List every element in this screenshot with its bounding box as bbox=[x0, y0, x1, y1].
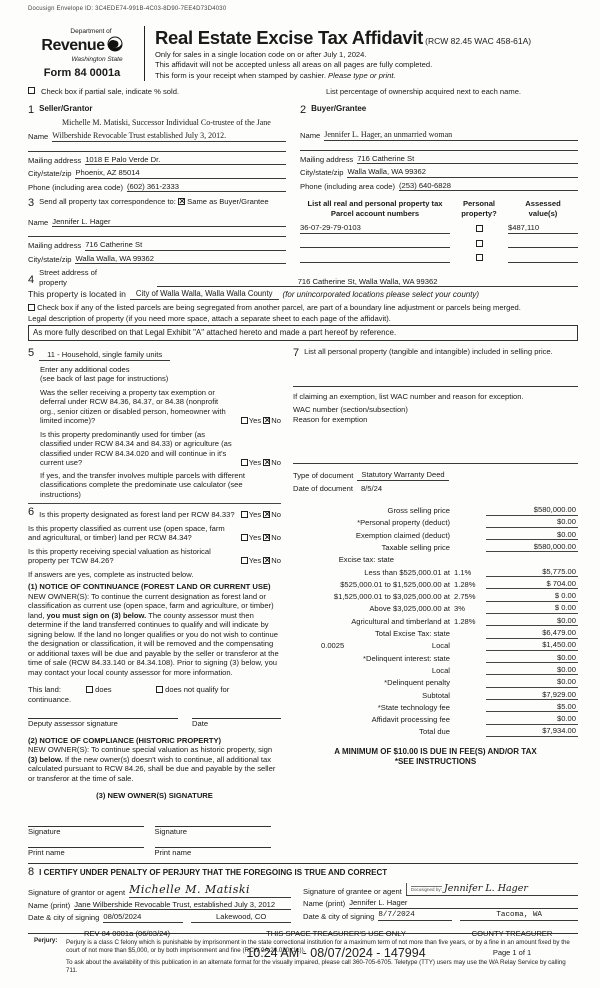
corr-blank-line[interactable] bbox=[28, 227, 286, 237]
local-tax-value[interactable]: $1,450.00 bbox=[486, 640, 578, 650]
revenue-wordmark: Revenue bbox=[41, 36, 105, 54]
street-address-field[interactable]: 716 Catherine St, Walla Walla, WA 99362 bbox=[157, 277, 578, 287]
agricultural-rate: 1.28% bbox=[454, 616, 476, 626]
new-owners-signature-title: (3) NEW OWNER(S) SIGNATURE bbox=[96, 791, 213, 800]
seller-city-label: City/state/zip bbox=[28, 169, 72, 179]
tier4-value[interactable]: $ 0.00 bbox=[486, 603, 578, 613]
gross-price-value[interactable]: $580,000.00 bbox=[486, 505, 578, 515]
deputy-date-field[interactable]: Date bbox=[192, 718, 281, 728]
reason-exemption-field[interactable] bbox=[293, 424, 578, 464]
does-not-label: does not qualify for bbox=[165, 685, 230, 695]
subtitle-1: Only for sales in a single location code on or after July 1, 2024. bbox=[155, 49, 367, 59]
delinquent-penalty-value[interactable]: $0.00 bbox=[486, 677, 578, 687]
historical-question: Is this property receiving special valuation as historical property per TCW 84.26? bbox=[28, 546, 211, 566]
tier4-label: Above $3,025,000.00 at bbox=[369, 604, 450, 614]
tier4-rate: 3% bbox=[454, 604, 465, 614]
grantee-signature-script: Jennifer L. Hager bbox=[443, 883, 528, 895]
grantee-sig-label: Signature of grantee or agent bbox=[303, 886, 402, 896]
personal-property-checkbox[interactable] bbox=[476, 240, 483, 247]
treasurer-stamp: 10:24 AM - 08/07/2024 - 147994 bbox=[246, 946, 426, 961]
rcw-reference: (RCW 82.45 WAC 458-61A) bbox=[425, 35, 532, 46]
section-2-number: 2 bbox=[300, 103, 307, 116]
exemption-deduct-value[interactable]: $0.00 bbox=[486, 530, 578, 540]
no-checkbox[interactable] bbox=[263, 511, 270, 518]
tier3-label: $1,525,000.01 to $3,025,000.00 at bbox=[333, 592, 450, 602]
section-5-number: 5 bbox=[28, 347, 35, 360]
same-as-buyer-label: Same as Buyer/Grantee bbox=[187, 197, 269, 207]
delinquent-interest-local-value[interactable]: $0.00 bbox=[486, 665, 578, 675]
excise-state-header: Excise tax: state bbox=[338, 555, 394, 565]
local-rate-label: 0.0025 Local bbox=[321, 641, 450, 651]
buyer-mailing-label: Mailing address bbox=[300, 154, 354, 164]
seller-phone-label: Phone (including area code) bbox=[28, 182, 123, 192]
grantor-date-field[interactable]: 08/05/2024 bbox=[103, 912, 183, 922]
personal-property-col-header: Personal property? bbox=[461, 199, 497, 218]
no-checkbox[interactable] bbox=[263, 557, 270, 564]
forest-land-question: Is this property designated as forest land per RCW 84.33? bbox=[39, 510, 235, 520]
docusigned-by-label: Docusigned by: bbox=[410, 887, 442, 893]
delinquent-interest-state-value[interactable]: $0.00 bbox=[486, 653, 578, 663]
grantee-name-field[interactable]: Jennifer L. Hager bbox=[349, 898, 578, 908]
same-as-buyer-checkbox[interactable] bbox=[178, 198, 185, 205]
does-checkbox[interactable] bbox=[86, 686, 93, 693]
total-excise-state-value[interactable]: $6,479.00 bbox=[486, 628, 578, 638]
parcel-number-field[interactable] bbox=[300, 239, 450, 248]
personal-property-checkbox[interactable] bbox=[476, 254, 483, 261]
perjury-text-1: Perjury is a class C felony which is punishable by imprisonment in the state correctional institution for a maximum term of not more than five years, or by a fine in an amount fixed by the court of not more than $5,000, or by both imprisonment and fine (RCW 9A.20.020 (1c)). bbox=[66, 938, 570, 954]
no-checkbox[interactable] bbox=[263, 417, 270, 424]
no-checkbox[interactable] bbox=[263, 459, 270, 466]
section-8-certification bbox=[28, 863, 578, 922]
rev-number: REV 84 0001a (06/03/24) bbox=[83, 928, 171, 938]
grantee-city-field[interactable]: Tacoma, WA bbox=[460, 911, 578, 921]
partial-sale-checkbox[interactable] bbox=[28, 87, 35, 94]
exemption-question: Was the seller receiving a property tax exemption or deferral under RCW 84.36, 84.37, or 84.38 (nonprofit org., senior citizen or disabled person, homeowner with limited income)? bbox=[40, 387, 226, 426]
personal-property-field[interactable] bbox=[293, 361, 578, 387]
notice-compliance-body: NEW OWNER(S): To continue special valuation as historic property, sign (3) below. If the new owner(s) doesn't wish to continue, all additional tax calculated pursuant to RCW 84.26, shall be due and payable by the seller or transferor at the time of sale. bbox=[28, 745, 276, 783]
ownership-note: List percentage of ownership acquired next to each name. bbox=[326, 86, 522, 96]
predominate-use-note: If yes, and the transfer involves multiple parcels with different classifications complete the predominate use calculator (see instructions) bbox=[40, 470, 245, 499]
assessed-value-field[interactable]: $487,110 bbox=[508, 223, 578, 233]
partial-sale-label: Check box if partial sale, indicate % sold. bbox=[41, 86, 180, 96]
agricultural-label: Agricultural and timberland at bbox=[351, 616, 450, 626]
if-yes-note: If answers are yes, complete as instructed below. bbox=[28, 569, 194, 579]
timber-yesno: Yes ✕ No bbox=[241, 458, 281, 467]
seller-heading: Seller/Grantor bbox=[39, 103, 93, 113]
seller-city-field[interactable]: Phoenix, AZ 85014 bbox=[75, 168, 286, 178]
correspondence-label: Send all property tax correspondence to: bbox=[39, 197, 176, 207]
owner-signature-field-1[interactable]: Signature bbox=[28, 814, 144, 836]
dor-logo-block bbox=[28, 26, 136, 81]
tier2-label: $525,000.01 to $1,525,000.00 at bbox=[340, 579, 450, 589]
grantee-date-field[interactable]: 8/7/2024 bbox=[378, 911, 452, 921]
notice-compliance-title: (2) NOTICE OF COMPLIANCE (HISTORIC PROPERTY) bbox=[28, 735, 222, 745]
timber-question: Is this property predominantly used for timber (as classified under RCW 84.34 and 84.33) or agriculture (as classified under RCW 84.34.020 and will continue in it's current use? bbox=[40, 429, 232, 468]
section-3-correspondence bbox=[28, 197, 300, 264]
subtotal-value[interactable]: $7,929.00 bbox=[486, 690, 578, 700]
total-excise-state-label: Total Excise Tax: state bbox=[375, 629, 450, 639]
exemption-note: If claiming an exemption, list WAC number and reason for exception. bbox=[293, 391, 524, 401]
seller-name-field[interactable]: Wilbershide Revocable Trust established July 3, 2012. bbox=[52, 131, 286, 142]
buyer-heading: Buyer/Grantee bbox=[311, 103, 367, 113]
parcel-col-header: List all real and personal property tax Parcel account numbers bbox=[307, 199, 443, 218]
tier3-value[interactable]: $ 0.00 bbox=[486, 591, 578, 601]
revenue-swirl-logo-icon bbox=[107, 36, 123, 54]
corr-city-field[interactable]: Walla Walla, WA 99362 bbox=[75, 254, 286, 264]
total-due-value[interactable]: $7,934.00 bbox=[486, 726, 578, 736]
seller-name-label: Name bbox=[28, 132, 49, 142]
current-use-question: Is this property classified as current use (open space, farm and agricultural, or timber) land per RCW 84.34? bbox=[28, 523, 225, 543]
grantee-signature-field[interactable] bbox=[406, 883, 578, 896]
grantor-name-field[interactable]: Jane Wilbershide Revocable Trust, established July 3, 2012 bbox=[74, 900, 291, 910]
notice-continuance-body: NEW OWNER(S): To continue the current designation as forest land or classification as current use (open space, farm and agriculture, or timber) land, you must sign on (3) below. The county assessor must then determine if the land transferred continues to qualify and will indicate by signing below. If the land no longer qualifies or you do not wish to continue the designation or classification, it will be removed and the compensating or additional taxes will be due and payable by the seller or transferor at the time of sale (RCW 84.33.140 or 84.34.108). Prior to signing (3) below, you may contact your local county assessor for more information. bbox=[28, 591, 279, 677]
form-header bbox=[28, 26, 578, 81]
grantee-name-label: Name (print) bbox=[303, 899, 346, 909]
assessed-value-field[interactable] bbox=[508, 239, 578, 248]
see-instructions-note: *SEE INSTRUCTIONS bbox=[394, 756, 477, 766]
does-not-checkbox[interactable] bbox=[156, 686, 163, 693]
treasurer-use-label: THIS SPACE TREASURER'S USE ONLY bbox=[266, 928, 406, 938]
grantor-date-label: Date & city of signing bbox=[28, 913, 100, 923]
grantor-name-label: Name (print) bbox=[28, 900, 71, 910]
section-2-buyer bbox=[300, 104, 578, 192]
instructions-note: (see back of last page for instructions) bbox=[40, 374, 169, 384]
affidavit-fee-label: Affidavit processing fee bbox=[371, 715, 450, 725]
exemption-yesno: Yes ✕ No bbox=[241, 416, 281, 425]
section-8-number: 8 bbox=[28, 866, 35, 879]
section-6-number: 6 bbox=[28, 506, 35, 519]
notice-continuance-title: (1) NOTICE OF CONTINUANCE (FOREST LAND OR CURRENT USE) bbox=[28, 582, 271, 592]
section-1-number: 1 bbox=[28, 103, 35, 116]
docusign-stamp bbox=[406, 883, 528, 895]
page-indicator: Page 1 of 1 bbox=[492, 948, 532, 958]
grantee-signature-block bbox=[303, 883, 578, 923]
agricultural-value[interactable]: $0.00 bbox=[486, 616, 578, 626]
grantee-date-label: Date & city of signing bbox=[303, 911, 375, 921]
legal-description-field[interactable]: As more fully described on that Legal Exhibit "A" attached hereto and made a part hereof by reference. bbox=[28, 325, 578, 341]
docusign-envelope-id: Docusign Envelope ID: 3C4EDE74-991B-4C03-8D90-7EE4D73D4030 bbox=[28, 6, 227, 12]
section-5 bbox=[28, 347, 281, 499]
parcel-number-field[interactable] bbox=[300, 254, 450, 263]
seller-phone-field[interactable]: (602) 361-2333 bbox=[127, 182, 286, 192]
tier3-rate: 2.75% bbox=[454, 592, 476, 602]
owner-printname-field-1[interactable]: Print name bbox=[28, 839, 144, 857]
yes-checkbox[interactable] bbox=[241, 417, 248, 424]
state-tech-fee-value[interactable]: $5.00 bbox=[486, 702, 578, 712]
grantor-signature-block bbox=[28, 883, 303, 923]
located-in-label: This property is located in bbox=[28, 289, 126, 300]
buyer-city-field[interactable]: Walla Walla, WA 99362 bbox=[347, 167, 578, 177]
tier1-value[interactable]: $5,775.00 bbox=[486, 567, 578, 577]
page-footer bbox=[28, 929, 578, 962]
total-due-label: Total due bbox=[419, 727, 450, 737]
corr-mailing-field[interactable]: 716 Catherine St bbox=[85, 240, 286, 250]
parcel-row bbox=[300, 223, 578, 233]
subtitle-3: This form is your receipt when stamped by cashier. Please type or print. bbox=[155, 70, 396, 80]
dept-of-label: Department of bbox=[70, 27, 112, 35]
wac-number-label: WAC number (section/subsection) bbox=[293, 405, 408, 415]
section-4-number: 4 bbox=[28, 273, 35, 286]
parcel-row bbox=[300, 253, 578, 262]
exemption-deduct-label: Exemption claimed (deduct) bbox=[355, 530, 450, 540]
seller-mailing-field[interactable]: 1018 E Palo Verde Dr. bbox=[85, 155, 286, 165]
form-title: Real Estate Excise Tax Affidavit bbox=[155, 26, 424, 48]
buyer-city-label: City/state/zip bbox=[300, 168, 344, 178]
parcel-row bbox=[300, 239, 578, 248]
buyer-name-field[interactable]: Jennifer L. Hager, an unmarried woman bbox=[324, 130, 578, 141]
section-6: 6 Is this property designated as forest land per RCW 84.33? Yes ✕ No Is this property classified as current use (open space, farm and agricultural, or timber) land per RCW 84.34? Yes ✕ No Is this property receiving special valuation as historical property per TCW 84.26? Yes ✕ No If answers are yes, complete as instructed below. (1) NOTICE OF CONTINUANCE (FOREST LAND OR CURRENT USE) NEW OWNER(S): To continue the current designation as forest land or classification as current use (open space, farm and agriculture, or timber) land, you must sign on (3) below. The county assessor must then determine if the land transferred continues to qualify and will indicate by signing below. If the land no longer qualifies or you do not wish to continue the designation or classification, it will be removed and the compensating or additional taxes will be due and payable by the seller or transferor at the time of sale (RCW 84.33.140 or 84.34.108). Prior to signing (3) below, you may contact your local county assessor for more information. This land: continuance. does does not qualify for Deputy assessor signature Date (2) NOTICE OF COMPLIANCE (HISTORIC PROPERTY) NEW OWNER(S): To continue special valuation as historic property, sign (3) below. If the new owner(s) doesn't wish to continue, all additional tax calculated pursuant to RCW 84.26, shall be due and payable by the seller or transferor at the time of sale. (3) NEW OWNER(S) SIGNATURE Signature Signature Print name Print name bbox=[28, 503, 281, 857]
corr-mailing-label: Mailing address bbox=[28, 241, 82, 251]
assessed-value-col-header: Assessed value(s) bbox=[525, 199, 561, 218]
seller-mailing-label: Mailing address bbox=[28, 155, 82, 165]
section-1-seller bbox=[28, 104, 300, 192]
buyer-blank-line[interactable] bbox=[300, 141, 578, 151]
additional-codes-label: Enter any additional codes bbox=[40, 364, 130, 374]
owner-signature-field-2[interactable]: Signature bbox=[155, 814, 271, 836]
buyer-phone-field[interactable]: (253) 640-6828 bbox=[399, 181, 578, 191]
yes-checkbox[interactable] bbox=[241, 557, 248, 564]
tier1-rate: 1.1% bbox=[454, 567, 472, 577]
perjury-label: Perjury: bbox=[34, 936, 58, 944]
doc-type-label: Type of document bbox=[293, 471, 354, 481]
legal-description-label: Legal description of property (if you need more space, attach a separate sheet to each page of the affidavit). bbox=[28, 313, 391, 323]
gross-price-label: Gross selling price bbox=[387, 506, 450, 516]
personal-property-checkbox[interactable] bbox=[476, 225, 483, 232]
corr-name-label: Name bbox=[28, 217, 49, 227]
located-in-field[interactable]: City of Walla Walla, Walla Walla County bbox=[130, 289, 279, 300]
tier2-rate: 1.28% bbox=[454, 579, 476, 589]
doc-date-field[interactable]: 8/5/24 bbox=[360, 483, 383, 493]
certification-heading: I CERTIFY UNDER PENALTY OF PERJURY THAT THE FOREGOING IS TRUE AND CORRECT bbox=[39, 868, 388, 878]
seller-name-line1: Michelle M. Matiski, Successor Individual Co-trustee of the Jane bbox=[62, 117, 271, 127]
personal-deduct-value[interactable]: $0.00 bbox=[486, 517, 578, 527]
form-number: Form 84 0001a bbox=[43, 66, 121, 79]
title-block bbox=[144, 26, 578, 81]
personal-deduct-label: *Personal property (deduct) bbox=[357, 518, 450, 528]
segregated-label: Check box if any of the listed parcels are being segregated from another parcel, are part of a boundary line adjustment or parcels being merged. bbox=[37, 303, 521, 313]
county-treasurer-label: COUNTY TREASURER bbox=[471, 928, 553, 938]
tier2-value[interactable]: $ 704.00 bbox=[486, 579, 578, 589]
street-address-label: Street address of property bbox=[39, 268, 97, 287]
located-in-note: (for unincorporated locations please select your county) bbox=[282, 290, 480, 300]
perjury-text-2: To ask about the availability of this publication in an alternate format for the visually impaired, please call 360-705-6705. Teletype (TTY) users may use the WA Relay Service by calling 711. bbox=[66, 959, 566, 975]
parcel-table bbox=[300, 197, 578, 264]
taxable-price-label: Taxable selling price bbox=[381, 542, 450, 552]
no-checkbox[interactable] bbox=[263, 534, 270, 541]
buyer-name-label: Name bbox=[300, 131, 321, 141]
taxable-price-value[interactable]: $580,000.00 bbox=[486, 542, 578, 552]
land-use-code-field[interactable]: 11 - Household, single family units bbox=[39, 350, 170, 360]
corr-city-label: City/state/zip bbox=[28, 254, 72, 264]
this-land-label: This land: continuance. bbox=[28, 685, 72, 704]
assessed-value-field[interactable] bbox=[508, 254, 578, 263]
deputy-signature-field[interactable]: Deputy assessor signature bbox=[28, 718, 178, 728]
owner-printname-field-2[interactable]: Print name bbox=[155, 839, 271, 857]
yes-checkbox[interactable] bbox=[241, 459, 248, 466]
corr-name-field[interactable]: Jennifer L. Hager bbox=[52, 217, 286, 227]
subtotal-label: Subtotal bbox=[422, 690, 450, 700]
section-3-number: 3 bbox=[28, 197, 35, 210]
personal-property-label: List all personal property (tangible and intangible) included in selling price. bbox=[304, 347, 553, 357]
washington-state-label: Washington State bbox=[71, 55, 123, 63]
grantor-city-field[interactable]: Lakewood, CO bbox=[191, 912, 291, 922]
buyer-mailing-field[interactable]: 716 Catherine St bbox=[357, 154, 578, 164]
section-7-number: 7 bbox=[293, 347, 300, 360]
parcel-number-field[interactable]: 36-07-29-79-0103 bbox=[300, 223, 450, 233]
does-label: does bbox=[95, 685, 112, 695]
tier1-label: Less than $525,000.01 at bbox=[364, 567, 450, 577]
buyer-phone-label: Phone (including area code) bbox=[300, 181, 395, 191]
tax-computation bbox=[293, 503, 578, 737]
grantor-sig-label: Signature of grantor or agent bbox=[28, 888, 126, 898]
state-tech-fee-label: *State technology fee bbox=[377, 702, 450, 712]
segregated-checkbox[interactable] bbox=[28, 304, 35, 311]
section-4-street-address bbox=[28, 268, 578, 341]
yes-checkbox[interactable] bbox=[241, 511, 248, 518]
affidavit-fee-value[interactable]: $0.00 bbox=[486, 714, 578, 724]
delinquent-interest-state-label: *Delinquent interest: state bbox=[363, 653, 450, 663]
reason-exemption-label: Reason for exemption bbox=[293, 414, 368, 424]
subtitle-2: This affidavit will not be accepted unless all areas on all pages are fully completed. bbox=[155, 60, 433, 70]
doc-date-label: Date of document bbox=[293, 483, 353, 493]
minimum-due-note: A MINIMUM OF $10.00 IS DUE IN FEE(S) AND/OR TAX bbox=[334, 746, 537, 756]
doc-type-field[interactable]: Statutory Warranty Deed bbox=[357, 470, 448, 480]
delinquent-interest-local-label: Local bbox=[431, 665, 450, 675]
yes-checkbox[interactable] bbox=[241, 534, 248, 541]
delinquent-penalty-label: *Delinquent penalty bbox=[384, 678, 450, 688]
grantor-signature-field[interactable]: Michelle M. Matiski bbox=[129, 883, 291, 898]
seller-blank-line[interactable] bbox=[28, 142, 286, 152]
section-7 bbox=[293, 347, 578, 361]
